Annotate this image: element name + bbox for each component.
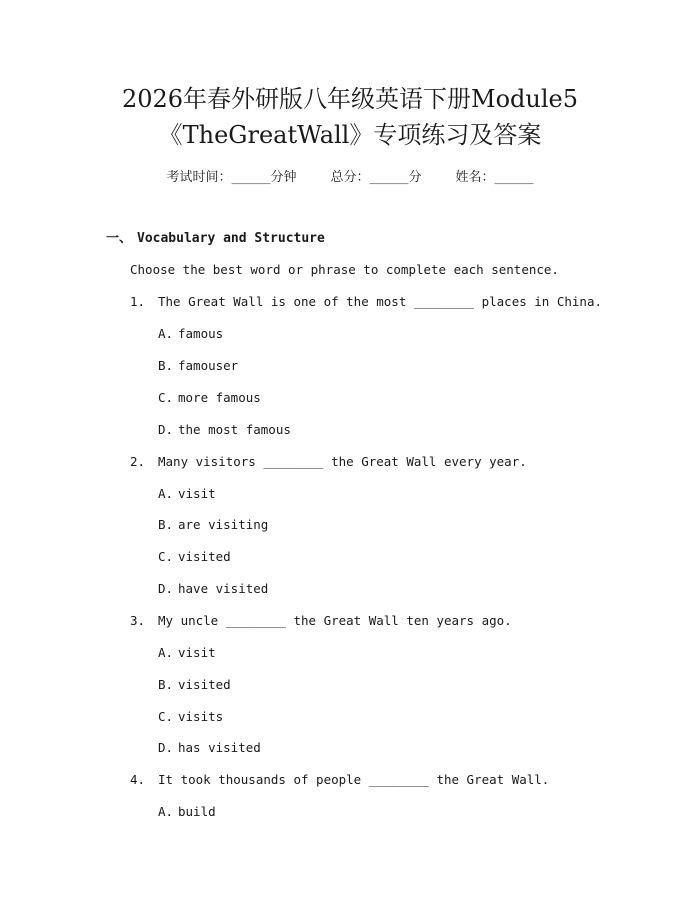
option-label: B. bbox=[158, 517, 174, 532]
name-label: 姓名： bbox=[455, 170, 495, 185]
option-text: visited bbox=[178, 549, 231, 564]
question-number: 4. bbox=[130, 772, 146, 787]
option-text: visits bbox=[178, 709, 224, 724]
question-2-option-b bbox=[158, 515, 268, 535]
option-text: famouser bbox=[178, 358, 239, 373]
question-2-option-a bbox=[158, 484, 216, 504]
option-label: A. bbox=[158, 326, 174, 341]
question-text: Many visitors ________ the Great Wall every year. bbox=[158, 454, 527, 469]
question-2-option-d bbox=[158, 579, 268, 599]
option-text: famous bbox=[178, 326, 224, 341]
question-1 bbox=[130, 292, 602, 312]
section-title: Vocabulary and Structure bbox=[137, 231, 325, 246]
question-1-option-b bbox=[158, 356, 238, 376]
question-number: 2. bbox=[130, 454, 146, 469]
question-number: 3. bbox=[130, 613, 146, 628]
option-label: D. bbox=[158, 740, 174, 755]
option-label: C. bbox=[158, 390, 174, 405]
question-3-option-d bbox=[158, 738, 261, 758]
name-blank: ______ bbox=[494, 170, 534, 185]
question-text: It took thousands of people ________ the Great Wall. bbox=[158, 772, 550, 787]
question-3-option-c bbox=[158, 707, 223, 727]
option-text: are visiting bbox=[178, 517, 269, 532]
question-1-option-d bbox=[158, 420, 291, 440]
question-2 bbox=[130, 452, 527, 472]
question-3-option-a bbox=[158, 643, 216, 663]
time-label: 考试时间： bbox=[166, 170, 232, 185]
option-label: D. bbox=[158, 422, 174, 437]
option-text: the most famous bbox=[178, 422, 291, 437]
option-text: visit bbox=[178, 486, 216, 501]
question-3 bbox=[130, 611, 512, 631]
question-1-option-a bbox=[158, 324, 223, 344]
option-label: B. bbox=[158, 358, 174, 373]
option-text: visit bbox=[178, 645, 216, 660]
option-label: A. bbox=[158, 804, 174, 819]
score-label: 总分： bbox=[330, 170, 370, 185]
question-text: The Great Wall is one of the most ________ places in China. bbox=[158, 294, 603, 309]
section-heading bbox=[106, 229, 325, 249]
option-text: build bbox=[178, 804, 216, 819]
time-blank: ______ bbox=[231, 170, 271, 185]
document-title-line1: 2026年春外研版八年级英语下册Module5 bbox=[121, 85, 579, 113]
question-3-option-b bbox=[158, 675, 231, 695]
option-text: has visited bbox=[178, 740, 261, 755]
question-text: My uncle ________ the Great Wall ten years ago. bbox=[158, 613, 512, 628]
option-text: more famous bbox=[178, 390, 261, 405]
option-label: C. bbox=[158, 709, 174, 724]
option-label: B. bbox=[158, 677, 174, 692]
question-1-option-c bbox=[158, 388, 261, 408]
option-label: A. bbox=[158, 486, 174, 501]
document-title-line2: 《TheGreatWall》专项练习及答案 bbox=[158, 121, 542, 149]
score-blank: ______ bbox=[369, 170, 409, 185]
exam-info-line bbox=[0, 168, 700, 188]
score-unit: 分 bbox=[408, 170, 422, 185]
question-number: 1. bbox=[130, 294, 146, 309]
option-text: visited bbox=[178, 677, 231, 692]
question-4-option-a bbox=[158, 802, 216, 822]
option-text: have visited bbox=[178, 581, 269, 596]
option-label: C. bbox=[158, 549, 174, 564]
option-label: D. bbox=[158, 581, 174, 596]
time-unit: 分钟 bbox=[270, 170, 297, 185]
section-number: 一、 bbox=[106, 231, 133, 246]
question-2-option-c bbox=[158, 547, 231, 567]
question-4 bbox=[130, 770, 549, 790]
option-label: A. bbox=[158, 645, 174, 660]
section-instruction: Choose the best word or phrase to complete each sentence. bbox=[130, 262, 559, 277]
